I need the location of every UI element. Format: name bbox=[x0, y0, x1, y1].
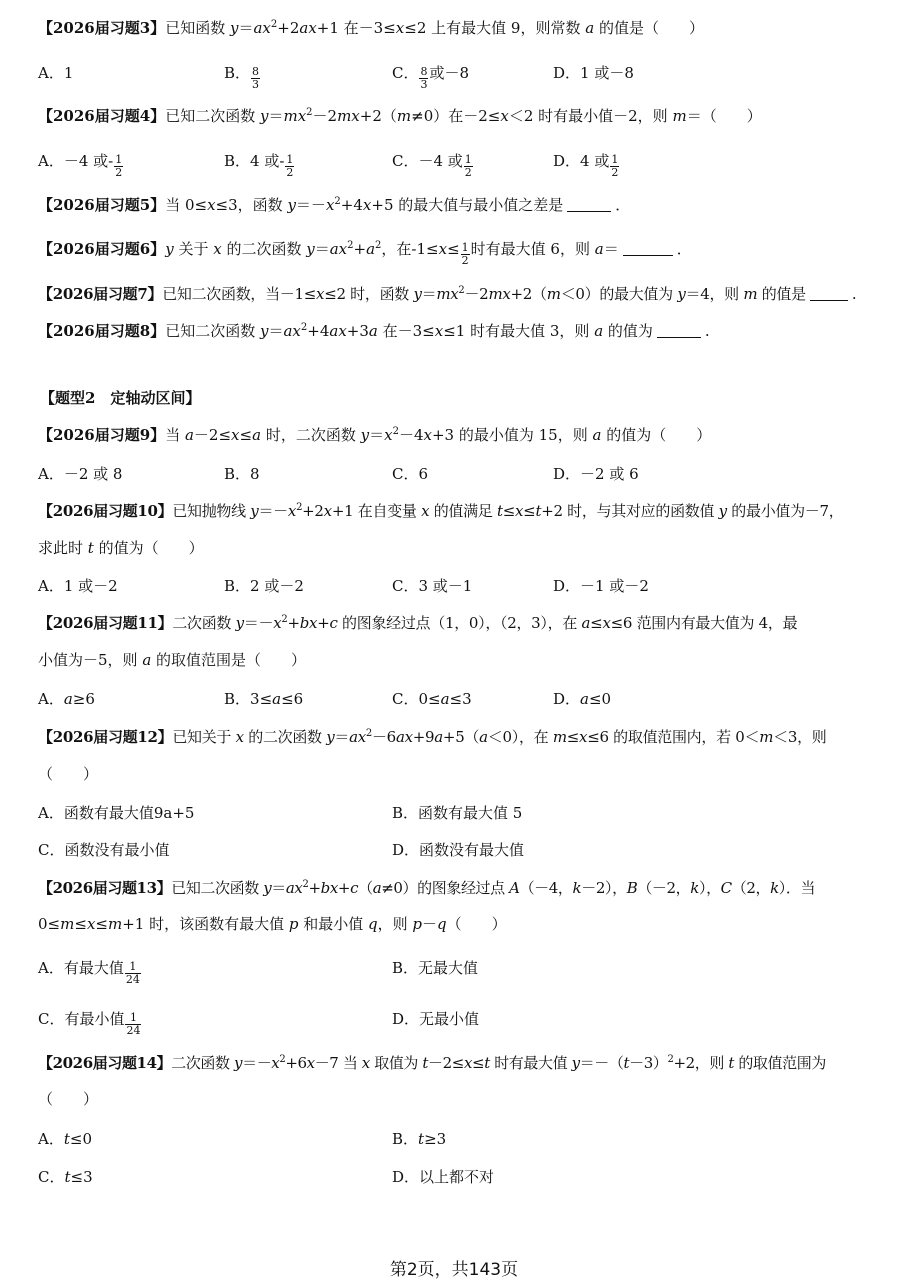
option-c: C．t≤3 bbox=[38, 1168, 93, 1186]
option-a: A．有最大值 $\frac{1}{24}$ bbox=[38, 959, 140, 986]
option-c: C．函数没有最小值 bbox=[38, 841, 170, 859]
question-10-cont: 求此时 t 的值为（ ） bbox=[38, 539, 204, 557]
option-b: B．8 bbox=[224, 465, 260, 483]
question-tag: 【2026届习题5】 bbox=[38, 196, 166, 214]
option-b: B． $\frac{8}{3}$ bbox=[224, 64, 260, 91]
option-c: C． $\frac{8}{3}$ 或－8 bbox=[392, 64, 470, 91]
option-b: B．函数有最大值 5 bbox=[392, 804, 523, 822]
question-12-cont: （ ） bbox=[38, 765, 99, 783]
question-tag: 【2026届习题6】 bbox=[38, 240, 166, 258]
question-13: 【2026届习题13】已知二次函数 $y=ax^2+bx+c(a\ne 0)$的图象经过点 A（－4，k－2），B（－2，k），C（2，k）．当 bbox=[38, 879, 816, 897]
option-d: D．－2 或 6 bbox=[553, 465, 639, 483]
question-8: 【2026届习题8】已知二次函数 $y=ax^2+4ax+3a$ 在－3≤x≤1 时有最大值 3，则 a 的值为 . bbox=[38, 322, 710, 340]
option-d: D．函数没有最大值 bbox=[392, 841, 525, 859]
option-a: A．函数有最大值9a+5 bbox=[38, 804, 195, 822]
option-b: B．无最大值 bbox=[392, 959, 479, 977]
question-13-options-row1 bbox=[38, 955, 878, 985]
option-c: C．6 bbox=[392, 465, 429, 483]
option-b: B．3≤a≤6 bbox=[224, 690, 304, 708]
question-6: 【2026届习题6】y 关于 x 的二次函数 $y=ax^2+a^2$，在-1≤x≤ $\frac{1}{2}$ 时有最大值 6，则 a＝ ． bbox=[38, 240, 692, 267]
question-14-options-row1 bbox=[38, 1126, 878, 1156]
question-12-options-row1 bbox=[38, 800, 878, 830]
question-11-cont: 小值为－5，则 a 的取值范围是（ ） bbox=[38, 651, 307, 669]
question-12: 【2026届习题12】已知关于 x 的二次函数 $y=ax^2-6ax+9a+5(a<0)$，在 m≤x≤6 的取值范围内，若 0＜m＜3，则 bbox=[38, 728, 827, 746]
question-tag: 【2026届习题8】 bbox=[38, 322, 166, 340]
question-tag: 【2026届习题9】 bbox=[38, 426, 166, 444]
question-3-options bbox=[38, 60, 878, 90]
question-tag: 【2026届习题3】 bbox=[38, 19, 166, 37]
question-14-options-row2 bbox=[38, 1164, 878, 1194]
option-d: D．－1 或－2 bbox=[553, 577, 649, 595]
option-a: A．t≤0 bbox=[38, 1130, 92, 1148]
page-number: 第2页，共143页 bbox=[389, 1260, 519, 1280]
question-4: 【2026届习题4】已知二次函数 $y=mx^2-2mx+2(m\ne 0)$在－2≤x＜2 时有最小值－2，则 m＝（ ） bbox=[38, 107, 762, 125]
option-a: A．－4 或- $\frac{1}{2}$ bbox=[38, 152, 123, 179]
question-10-options bbox=[38, 573, 878, 603]
option-b: B．4 或- $\frac{1}{2}$ bbox=[224, 152, 294, 179]
question-14-cont: （ ） bbox=[38, 1090, 99, 1108]
question-tag: 【2026届习题11】 bbox=[38, 614, 173, 632]
question-tag: 【2026届习题4】 bbox=[38, 107, 166, 125]
question-3: 【2026届习题3】已知函数 $y=ax^2+2ax+1$ 在－3≤x≤2 上有最大值 9，则常数 a 的值是（ ） bbox=[38, 19, 704, 37]
question-11-options bbox=[38, 686, 878, 716]
option-d: D．a≤0 bbox=[553, 690, 612, 708]
option-d: D．1 或－8 bbox=[553, 64, 634, 82]
question-tag: 【2026届习题10】 bbox=[38, 502, 173, 520]
question-10: 【2026届习题10】已知抛物线 $y=-x^2+2x+1$ 在自变量 x 的值满足 t≤x≤t+2 时，与其对应的函数值 y 的最小值为－7， bbox=[38, 502, 844, 520]
question-9: 【2026届习题9】当 a－2≤x≤a 时，二次函数 $y=x^2-4x+3$ 的最小值为 15，则 a 的值为（ ） bbox=[38, 426, 712, 444]
option-b: B．2 或－2 bbox=[224, 577, 304, 595]
option-a: A．1 或－2 bbox=[38, 577, 118, 595]
question-tag: 【2026届习题7】 bbox=[38, 285, 163, 303]
option-c: C．有最小值 $\frac{1}{24}$ bbox=[38, 1010, 141, 1037]
option-a: A．1 bbox=[38, 64, 74, 82]
option-d: D．以上都不对 bbox=[392, 1168, 495, 1186]
option-c: C．－4 或 $\frac{1}{2}$ bbox=[392, 152, 472, 179]
option-c: C．3 或－1 bbox=[392, 577, 473, 595]
question-tag: 【2026届习题13】 bbox=[38, 879, 172, 897]
question-11: 【2026届习题11】二次函数 $y=-x^2+bx+c$ 的图象经过点（1，0），（2，3），在 a≤x≤6 范围内有最大值为 4，最 bbox=[38, 614, 798, 632]
option-a: A．－2 或 8 bbox=[38, 465, 123, 483]
question-7: 【2026届习题7】已知二次函数，当－1≤x≤2 时，函数 $y=mx^2-2mx+2(m<0)$的最大值为 y＝4，则 m 的值是 . bbox=[38, 285, 857, 303]
question-tag: 【2026届习题12】 bbox=[38, 728, 173, 746]
option-d: D．4 或 $\frac{1}{2}$ bbox=[553, 152, 619, 179]
option-b: B．t≥3 bbox=[392, 1130, 447, 1148]
question-tag: 【2026届习题14】 bbox=[38, 1054, 172, 1072]
question-5: 【2026届习题5】当 0≤x≤3，函数 $y=-x^2+4x+5$ 的最大值与最小值之差是 ． bbox=[38, 196, 631, 214]
question-13-cont: 0≤m≤x≤m+1 时，该函数有最大值 p 和最小值 q，则 p－q（ ） bbox=[38, 915, 507, 933]
option-c: C．0≤a≤3 bbox=[392, 690, 472, 708]
section-heading: 【题型2 定轴动区间】 bbox=[40, 389, 201, 407]
question-4-options bbox=[38, 148, 878, 178]
question-9-options bbox=[38, 461, 878, 491]
question-12-options-row2 bbox=[38, 837, 878, 867]
option-a: A．a≥6 bbox=[38, 690, 95, 708]
option-d: D．无最小值 bbox=[392, 1010, 480, 1028]
question-13-options-row2 bbox=[38, 1006, 878, 1036]
question-14: 【2026届习题14】二次函数 $y=-x^2+6x-7$ 当 x 取值为 t－2≤x≤t 时有最大值 $y=-(t-3)^2+2$，则 t 的取值范围为 bbox=[38, 1054, 826, 1072]
